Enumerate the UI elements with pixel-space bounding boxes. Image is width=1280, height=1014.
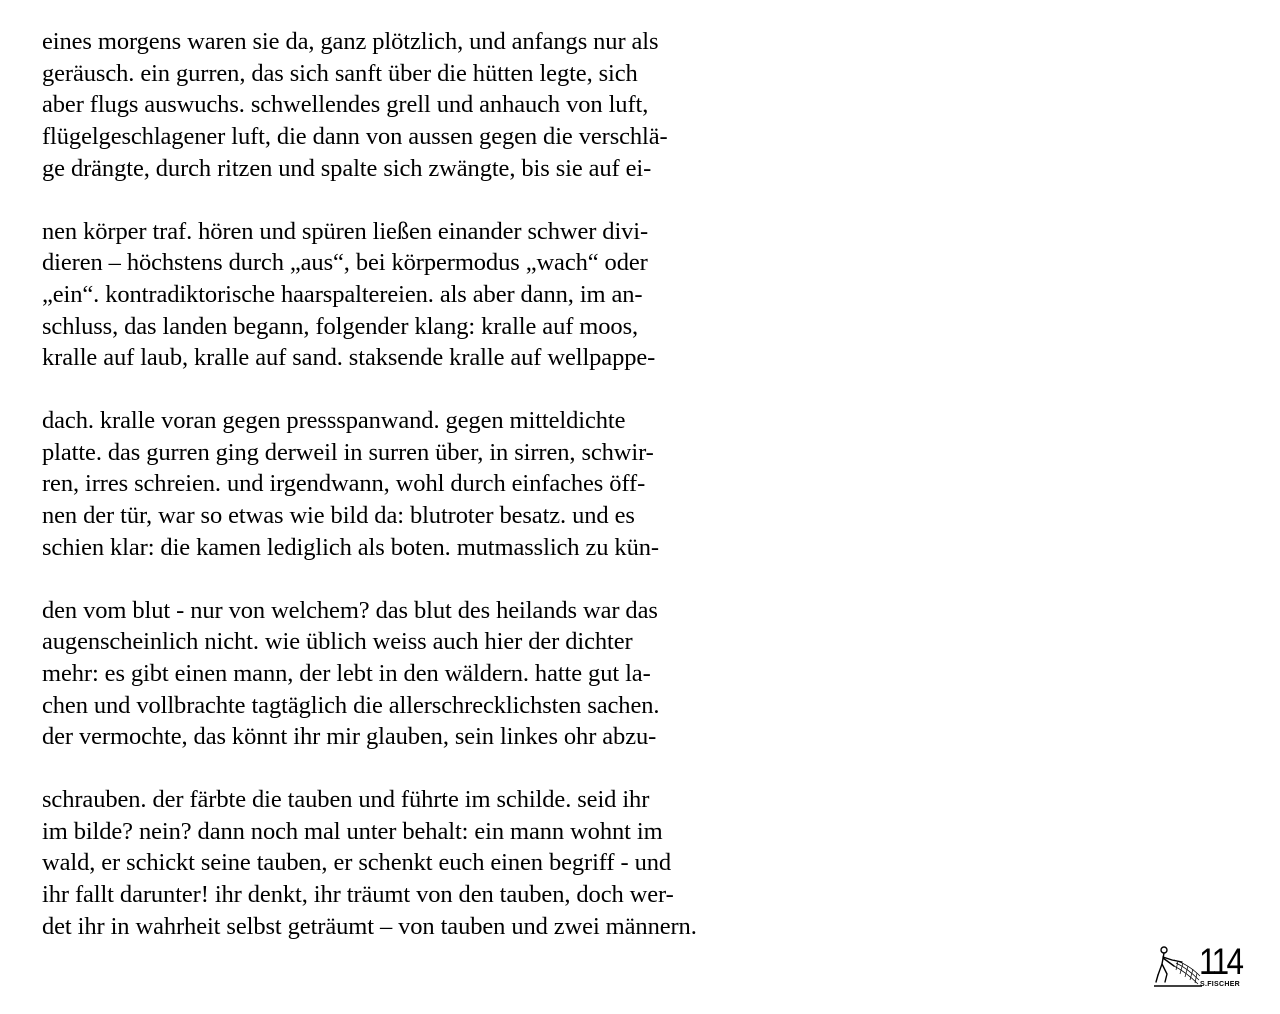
poem-line: ren, irres schreien. und irgendwann, wohl durch einfaches öff-: [42, 470, 646, 498]
poem-line: dach. kralle voran gegen pressspanwand. gegen mitteldichte: [42, 407, 626, 435]
page-footer: [1152, 942, 1262, 994]
poem-line: chen und vollbrachte tagtäglich die allerschrecklichsten sachen.: [42, 691, 660, 719]
poem-line: ihr fallt darunter! ihr denkt, ihr träumt von den tauben, doch wer-: [42, 881, 674, 909]
stanza-4: [42, 595, 842, 754]
stanza-2: [42, 216, 842, 375]
poem-line: kralle auf laub, kralle auf sand. staksende kralle auf wellpappe-: [42, 344, 656, 372]
poem-line: im bilde? nein? dann noch mal unter behalt: ein mann wohnt im: [42, 817, 663, 845]
poem-line: wald, er schickt seine tauben, er schenkt euch einen begriff - und: [42, 849, 672, 877]
poem-text: [42, 26, 842, 974]
poem-line: nen der tür, war so etwas wie bild da: blutroter besatz. und es: [42, 502, 635, 530]
poem-line: schrauben. der färbte die tauben und führte im schilde. seid ihr: [42, 786, 650, 814]
poem-line: dieren – höchstens durch „aus“, bei körpermodus „wach“ oder: [42, 249, 648, 277]
publisher-name: S.FISCHER: [1200, 981, 1241, 988]
poem-line: augenscheinlich nicht. wie üblich weiss auch hier der dichter: [42, 628, 633, 656]
poem-line: der vermochte, das könnt ihr mir glauben, sein linkes ohr abzu-: [42, 723, 657, 751]
poem-line: „ein“. kontradiktorische haarspaltereien. als aber dann, im an-: [42, 280, 643, 308]
poem-line: mehr: es gibt einen mann, der lebt in den wäldern. hatte gut la-: [42, 659, 651, 687]
poem-line: det ihr in wahrheit selbst geträumt – von tauben und zwei männern.: [42, 912, 697, 940]
poem-line: eines morgens waren sie da, ganz plötzlich, und anfangs nur als: [42, 28, 659, 55]
poem-line: flügelgeschlagener luft, die dann von aussen gegen die verschlä-: [42, 123, 668, 151]
poem-line: schien klar: die kamen lediglich als boten. mutmasslich zu kün-: [42, 533, 659, 561]
poem-line: den vom blut - nur von welchem? das blut des heilands war das: [42, 596, 658, 624]
poem-line: ge drängte, durch ritzen und spalte sich zwängte, bis sie auf ei-: [42, 154, 652, 182]
page-number: 114: [1199, 941, 1242, 982]
fisherman-icon: [1152, 942, 1204, 990]
poem-line: aber flugs auswuchs. schwellendes grell und anhauch von luft,: [42, 91, 649, 119]
stanza-5: [42, 784, 842, 943]
poem-line: geräusch. ein gurren, das sich sanft über die hütten legte, sich: [42, 59, 638, 87]
poem-line: nen körper traf. hören und spüren ließen einander schwer divi-: [42, 217, 649, 245]
stanza-3: [42, 405, 842, 564]
stanza-1: [42, 26, 842, 185]
poem-line: schluss, das landen begann, folgender klang: kralle auf moos,: [42, 312, 639, 340]
poem-line: platte. das gurren ging derweil in surren über, in sirren, schwir-: [42, 438, 654, 466]
